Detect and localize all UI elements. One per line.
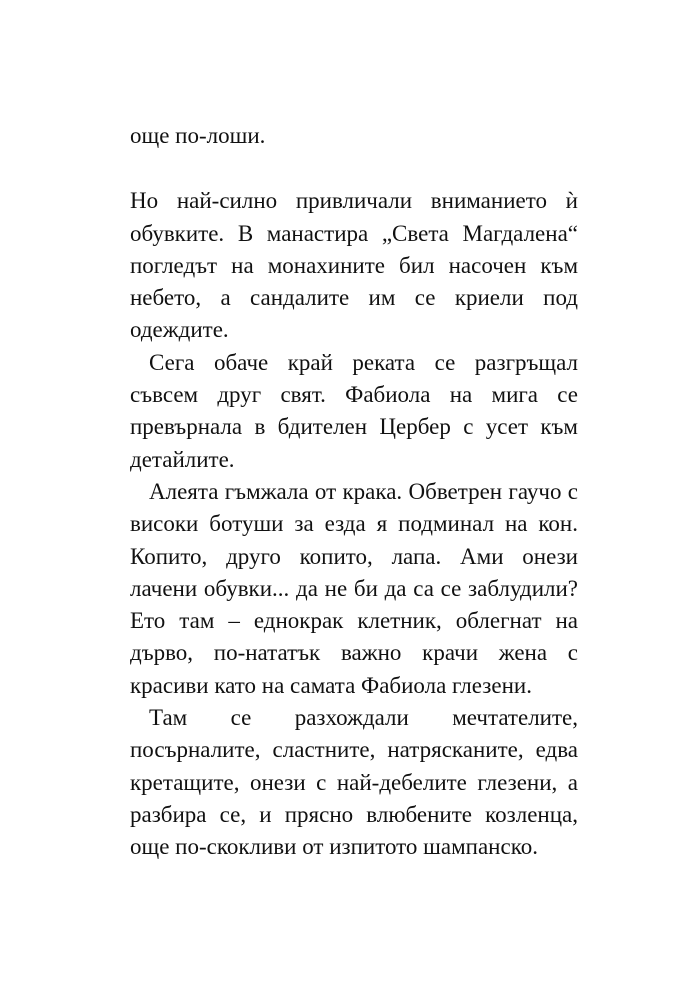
paragraph-strollers: Там се разхождали мечтателите, посърналите, сластните, натрясканите, едва кретащите, онези с най-дебелите глезени, а разбира се, и прясно влюбените козленца, още по-скокливи от изпитото шампанско. bbox=[130, 705, 578, 860]
paragraph-continuation: още по-лоши. bbox=[130, 123, 266, 148]
paragraph-shoes: Но най-силно привличали вниманието ѝ обувките. В манастира „Света Магдалена“ погледът на монахините бил насочен към небето, а сандалите им се криели под одеждите. bbox=[130, 188, 578, 343]
body-text bbox=[130, 120, 578, 864]
paragraph-riverside: Сега обаче край реката се разгръщал съвсем друг свят. Фабиола на мига се превърнала в бдителен Цербер с усет към детайлите. bbox=[130, 349, 578, 472]
paragraph-alley: Алеята гъмжала от крака. Обветрен гаучо с високи ботуши за езда я подминал на кон. Копито, друго копито, лапа. Ами онези лачени обувки... да не би да са се заблудили? Ето там – еднокрак клетник, облегнат на дърво, по-нататък важно крачи жена с красиви като на самата Фабиола глезени. bbox=[130, 478, 578, 698]
